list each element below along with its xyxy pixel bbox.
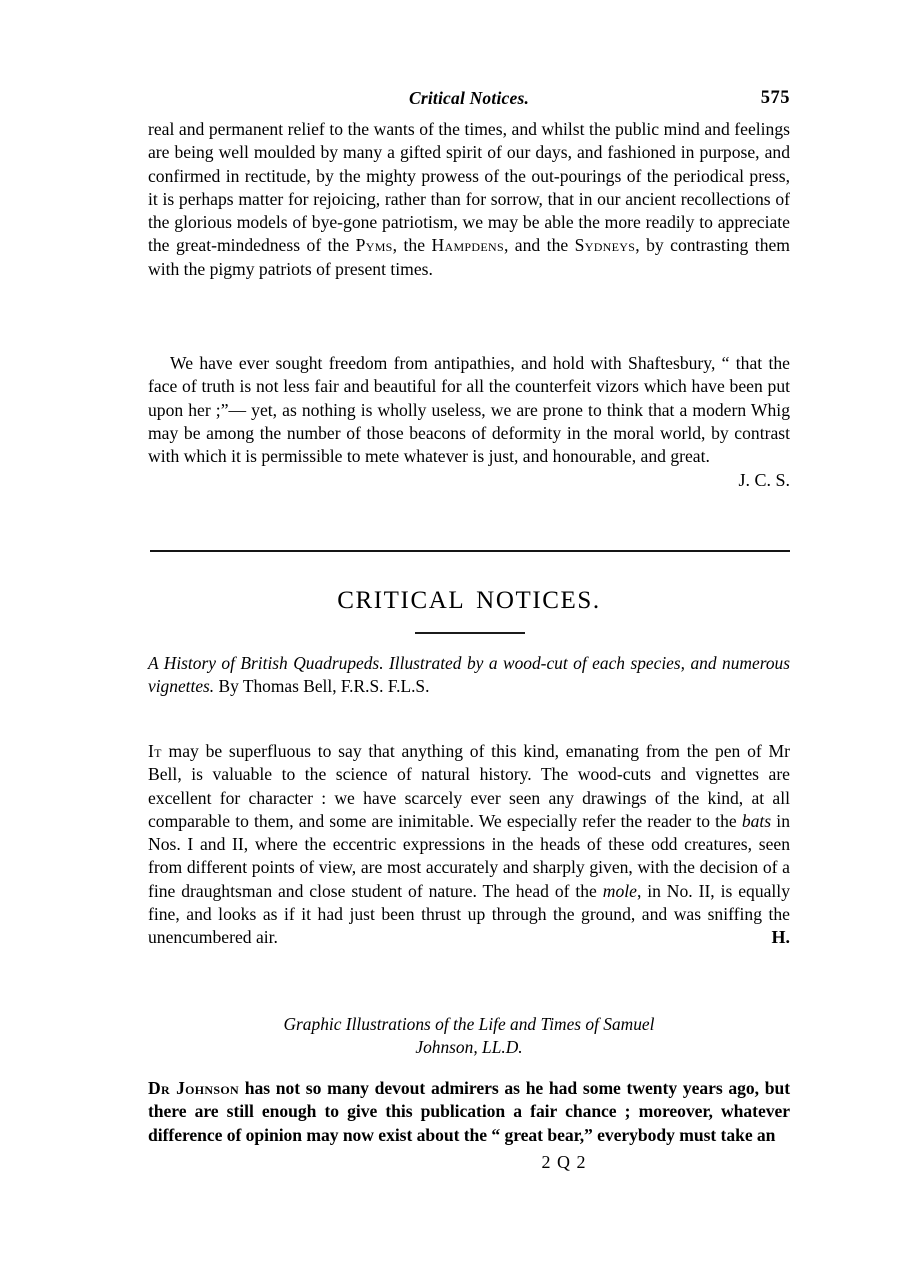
section-title: CRITICAL NOTICES. — [337, 587, 601, 614]
paragraph-text — [148, 740, 790, 950]
text-run: , the — [392, 235, 432, 256]
article-tail-paragraph-1 — [148, 118, 790, 281]
text-run: , by contrasting them with the pigmy patriots of present times. — [148, 235, 790, 279]
text-run: has not so many devout admirers as he had some twenty years ago, but there are still enough to give this publication a fair chance ; moreover, whatever difference of opinion may now exist about the “ great bear,” everybody must take an — [148, 1078, 791, 1145]
review-heading-line-1: Graphic Illustrations of the Life and Times of Samuel — [283, 1014, 655, 1034]
italic-run: A History of British Quadrupeds. Illustrated by a wood-cut of each species, and numerous vignettes. — [148, 653, 790, 696]
small-caps-run: Dr Johnson — [148, 1078, 239, 1098]
review-1-body — [148, 740, 790, 950]
author-signature: H. — [771, 927, 790, 948]
text-run: in Nos. I and II, where the eccentric expressions in the heads of these odd creatures, seen from different points of view, are most accurately and sharply given, with the decision of a fine draughtsman and close student of nature. The head of the — [148, 810, 790, 901]
article-tail-paragraph-2 — [148, 352, 790, 493]
text-run: may be superfluous to say that anything of this kind, emanating from the pen of Mr Bell, is valuable to the science of natural history. The wood-cuts and vignettes are excellent for character : we have scarcely ever seen any drawings of the kind, at all comparable to them, and some are inimitable. We especially refer the reader to the — [148, 741, 790, 831]
paragraph-text: We have ever sought freedom from antipathies, and hold with Shaftesbury, “ that the face of truth is not less fair and beautiful for all the counterfeit vizors which have been put upon her ;”— yet, as nothing is wholly useless, we are prone to think that a modern Whig may be among the number of those beacons of deformity in the moral world, by contrast with which it is permissible to mete whatever is just, and honourable, and great. — [148, 353, 790, 467]
italic-run: mole — [602, 880, 637, 901]
quire-signature-text: 2 Q 2 — [541, 1152, 587, 1172]
author-signature: J. C. S. — [738, 470, 790, 491]
small-caps-run: Pyms — [355, 235, 393, 256]
italic-run: bats — [741, 810, 772, 831]
section-divider-rule — [150, 550, 790, 552]
small-caps-run: Sydneys — [574, 235, 636, 256]
running-head-title: Critical Notices. — [408, 88, 530, 108]
section-title-underrule — [415, 632, 525, 634]
text-run: , and the — [503, 235, 575, 256]
page-folio-number: 575 — [760, 88, 790, 108]
text-run: , in No. II, is equally fine, and looks as if it had just been thrust up through the ground, and was sniffing the unencumbered air. — [148, 880, 790, 948]
running-head — [148, 88, 790, 110]
paragraph-text — [148, 1077, 790, 1147]
review-heading-line-2: Johnson, LL.D. — [415, 1037, 523, 1057]
roman-run: By Thomas Bell, F.R.S. F.L.S. — [218, 676, 430, 696]
paragraph-text — [148, 118, 790, 281]
review-1-heading — [148, 652, 790, 698]
small-caps-run: Hampdens — [431, 235, 504, 256]
small-caps-run: It — [148, 741, 162, 761]
quire-signature — [148, 1152, 790, 1173]
review-heading-text — [148, 653, 790, 696]
review-2-heading — [148, 1013, 790, 1059]
review-2-body — [148, 1077, 790, 1147]
text-run: real and permanent relief to the wants of the times, and whilst the public mind and feelings are being well moulded by many a gifted spirit of our days, and fashioned in purpose, and confirmed in rectitude, by the mighty prowess of the out-pourings of the periodical press, it is perhaps matter for rejoicing, rather than for sorrow, that in our ancient recollections of the glorious models of bye-gone patriotism, we may be able the more readily to appreciate the great-mindedness of the — [148, 119, 790, 256]
